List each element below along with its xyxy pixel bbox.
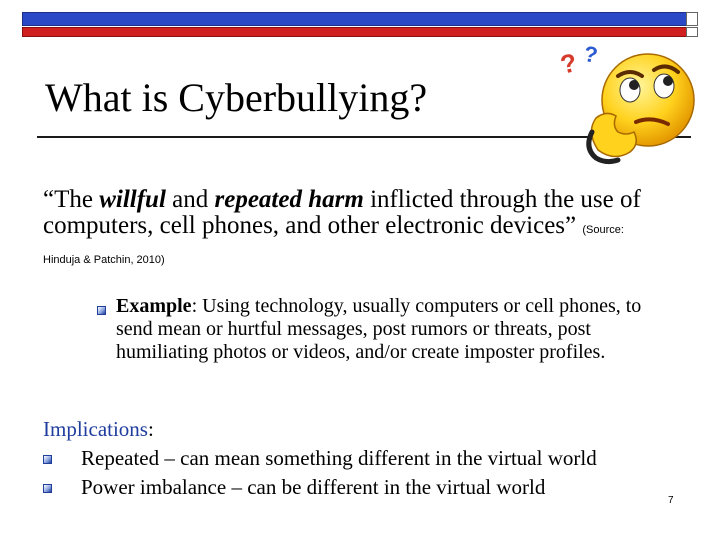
definition-open: “The	[43, 186, 100, 213]
square-bullet-icon	[97, 306, 106, 315]
top-decorative-bars	[22, 12, 698, 38]
svg-text:?: ?	[557, 47, 580, 80]
implication-item: Repeated – can mean something different in the virtual world	[81, 446, 597, 470]
definition-rest: inflicted through the use of computers, cell phones, and other electronic devices”	[43, 186, 641, 239]
svg-text:?: ?	[582, 40, 600, 68]
example-paragraph	[116, 295, 676, 364]
source-authors: Hinduja & Patchin, 2010)	[43, 254, 165, 266]
page-number: 7	[668, 495, 674, 506]
example-label: Example	[116, 295, 192, 317]
example-text: : Using technology, usually computers or cell phones, to send mean or hurtful messages, post rumors or threats, post humiliating photos or videos, and/or create imposter profiles.	[116, 295, 642, 363]
slide-title: What is Cyberbullying?	[45, 75, 428, 120]
square-bullet-icon	[43, 455, 52, 464]
definition-quote	[43, 187, 653, 273]
red-bar	[22, 27, 698, 37]
definition-and: and	[165, 186, 215, 213]
definition-willful: willful	[99, 186, 166, 213]
source-label: (Source:	[582, 224, 624, 236]
blue-bar-end-square	[686, 12, 698, 26]
definition-repeated-harm: repeated harm	[214, 186, 364, 213]
blue-bar	[22, 12, 698, 26]
implications-label: Implications	[43, 417, 148, 441]
square-bullet-icon	[43, 484, 52, 493]
implication-item: Power imbalance – can be different in the virtual world	[81, 475, 546, 499]
thinking-face-with-question-marks-icon	[556, 40, 706, 165]
implications-colon: :	[147, 417, 154, 441]
red-bar-end-square	[686, 27, 698, 37]
implications-heading	[43, 417, 154, 441]
